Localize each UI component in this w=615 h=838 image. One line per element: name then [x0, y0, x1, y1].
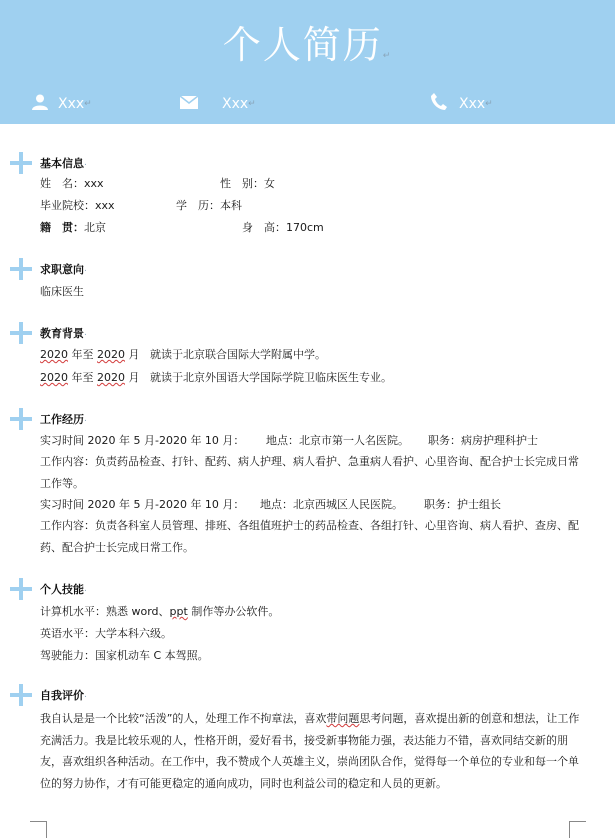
basic-row-2: 毕业院校：xxx: [40, 199, 115, 212]
plus-icon: [10, 152, 32, 174]
basic-row-1: 姓 名：xxx: [40, 177, 104, 190]
resume-title: 个人简历↵: [222, 23, 393, 67]
contact-name: Xxx ↵: [32, 93, 92, 115]
plus-icon: [10, 684, 32, 706]
skill-english: 英语水平：大学本科六级。: [40, 627, 172, 640]
section-title: 求职意向: [40, 263, 84, 276]
basic-row-3: 籍 贯：北京: [40, 221, 106, 234]
section-work: 工作经历 .: [10, 408, 87, 430]
plus-icon: [10, 578, 32, 600]
section-title: 自我评价: [40, 689, 84, 702]
section-title: 工作经历: [40, 413, 84, 426]
basic-degree: 学 历：本科: [176, 199, 242, 212]
plus-icon: [10, 322, 32, 344]
education-item: 2020 年至 2020 月 就读于北京外国语大学国际学院卫临床医生专业。: [40, 371, 392, 384]
contact-phone: Xxx ↵: [431, 93, 493, 115]
self-evaluation-text: 我自认是是一个比较“活泼”的人，处理工作不拘章法，喜欢带问题思考问题，喜欢提出新的创意和想法，让工作充满活力。我是比较乐观的人，性格开朗，爱好看书，接受新事物能力强，表达能力不错，喜欢同结交新的朋友，喜欢组织各种活动。在工作中，我不赞成个人英雄主义，崇尚团队合作，觉得每一个单位的专业和每一个单位的努力协作，才有可能更稳定的通向成功，同时也利益公司的稳定和人员的更新。: [40, 712, 580, 790]
user-icon: [32, 94, 48, 114]
job-content: 工作内容：负责药品检查、打针、配药、病人护理、病人看护、急重病人看护、心里咨询、配合护士长完成日常工作等。: [40, 455, 579, 490]
basic-gender: 性 别：女: [220, 177, 275, 190]
contact-email: Xxx ↵: [180, 93, 256, 115]
section-self-evaluation: 自我评价 .: [10, 684, 87, 706]
plus-icon: [10, 408, 32, 430]
section-title: 个人技能: [40, 583, 84, 596]
education-item: 2020 年至 2020 月 就读于北京联合国际大学附属中学。: [40, 348, 326, 361]
job-place: 地点：北京西城区人民医院。: [260, 498, 403, 511]
plus-icon: [10, 258, 32, 280]
phone-icon: [431, 93, 447, 115]
resume-header: [0, 0, 615, 124]
job-place: 地点：北京市第一人名医院。: [266, 434, 409, 447]
section-basic-info: 基本信息 .: [10, 152, 87, 174]
page-corner-mark: [30, 821, 47, 838]
section-education: 教育背景 .: [10, 322, 87, 344]
job-period: 实习时间 2020 年 5 月-2020 年 10 月：: [40, 498, 245, 511]
job-content: 工作内容：负责各科室人员管理、排班、各组值班护士的药品检查、各组打针、心里咨询、病人看护、查房、配药、配合护士长完成日常工作。: [40, 519, 579, 554]
page-corner-mark: [569, 821, 586, 838]
skill-computer: 计算机水平：熟悉 word、ppt 制作等办公软件。: [40, 605, 280, 618]
section-title: 教育背景: [40, 327, 84, 340]
section-title: 基本信息: [40, 157, 84, 170]
job-post: 职务：病房护理科护士: [428, 434, 538, 447]
job-post: 职务：护士组长: [424, 498, 501, 511]
job-period: 实习时间 2020 年 5 月-2020 年 10 月：: [40, 434, 245, 447]
section-job-intent: 求职意向 .: [10, 258, 87, 280]
mail-icon: [180, 96, 198, 113]
intent-value: 临床医生: [40, 285, 84, 298]
skill-driving: 驾驶能力：国家机动车 C 本驾照。: [40, 649, 209, 662]
basic-height: 身 高：170cm: [242, 221, 324, 234]
section-skills: 个人技能 .: [10, 578, 87, 600]
